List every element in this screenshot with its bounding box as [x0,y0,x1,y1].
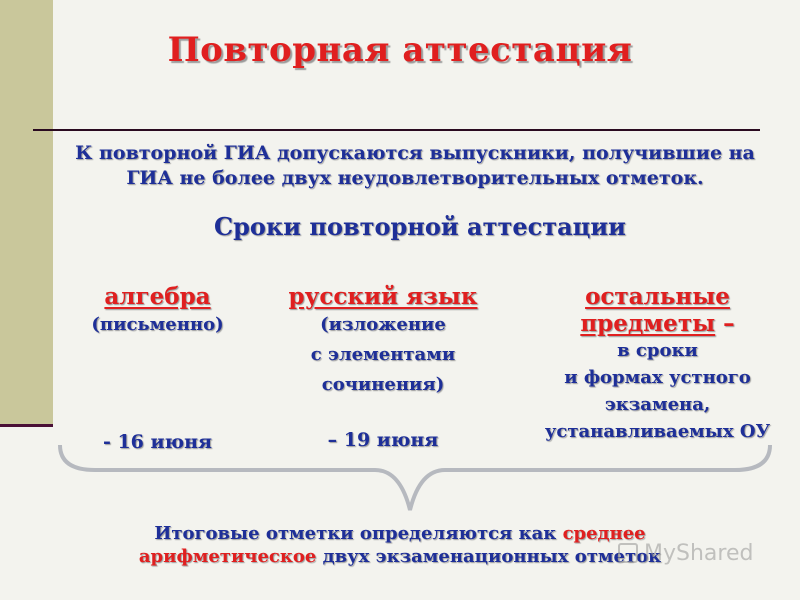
detail-other-line-2: и формах устного [564,367,751,388]
detail-other-line-3: экзамена, [604,394,711,415]
summary-text: Итоговые отметки определяются как среднее арифметическое двух экзаменационных отметок [138,523,662,567]
subject-other-line-2-wrap [530,310,785,337]
detail-algebra: (письменно) [91,314,224,335]
subject-other-line-2: предметы [580,310,716,337]
side-bar-underline [0,424,53,427]
column-other-subjects [530,283,785,445]
column-algebra [75,283,240,340]
detail-russian-line-1: (изложение [320,314,446,335]
slide-title: Повторная аттестация [167,30,633,70]
watermark [618,538,768,568]
detail-other-line-4: устанавливаемых ОУ [544,421,771,442]
title-divider [33,129,760,131]
section-subtitle: Сроки повторной аттестации [214,212,626,241]
subject-russian: русский язык [288,283,478,310]
detail-russian-line-3: сочинения) [321,374,445,395]
detail-other-line-1: в сроки [617,340,698,361]
curly-brace-icon [55,440,775,520]
date-algebra: - 16 июня [102,431,213,453]
intro-text: К повторной ГИА допускаются выпускники, получившие на ГИА не более двух неудовлетворительных отметок. [75,142,755,189]
watermark-text: MyShared [644,540,754,566]
detail-russian-line-2: с элементами [310,344,456,365]
date-russian: – 19 июня [327,429,439,451]
subject-other-line-1: остальные [585,283,730,310]
subject-other-dash: – [715,310,735,337]
watermark-icon [618,543,638,563]
subject-algebra: алгебра [104,283,211,310]
column-russian [278,283,488,400]
